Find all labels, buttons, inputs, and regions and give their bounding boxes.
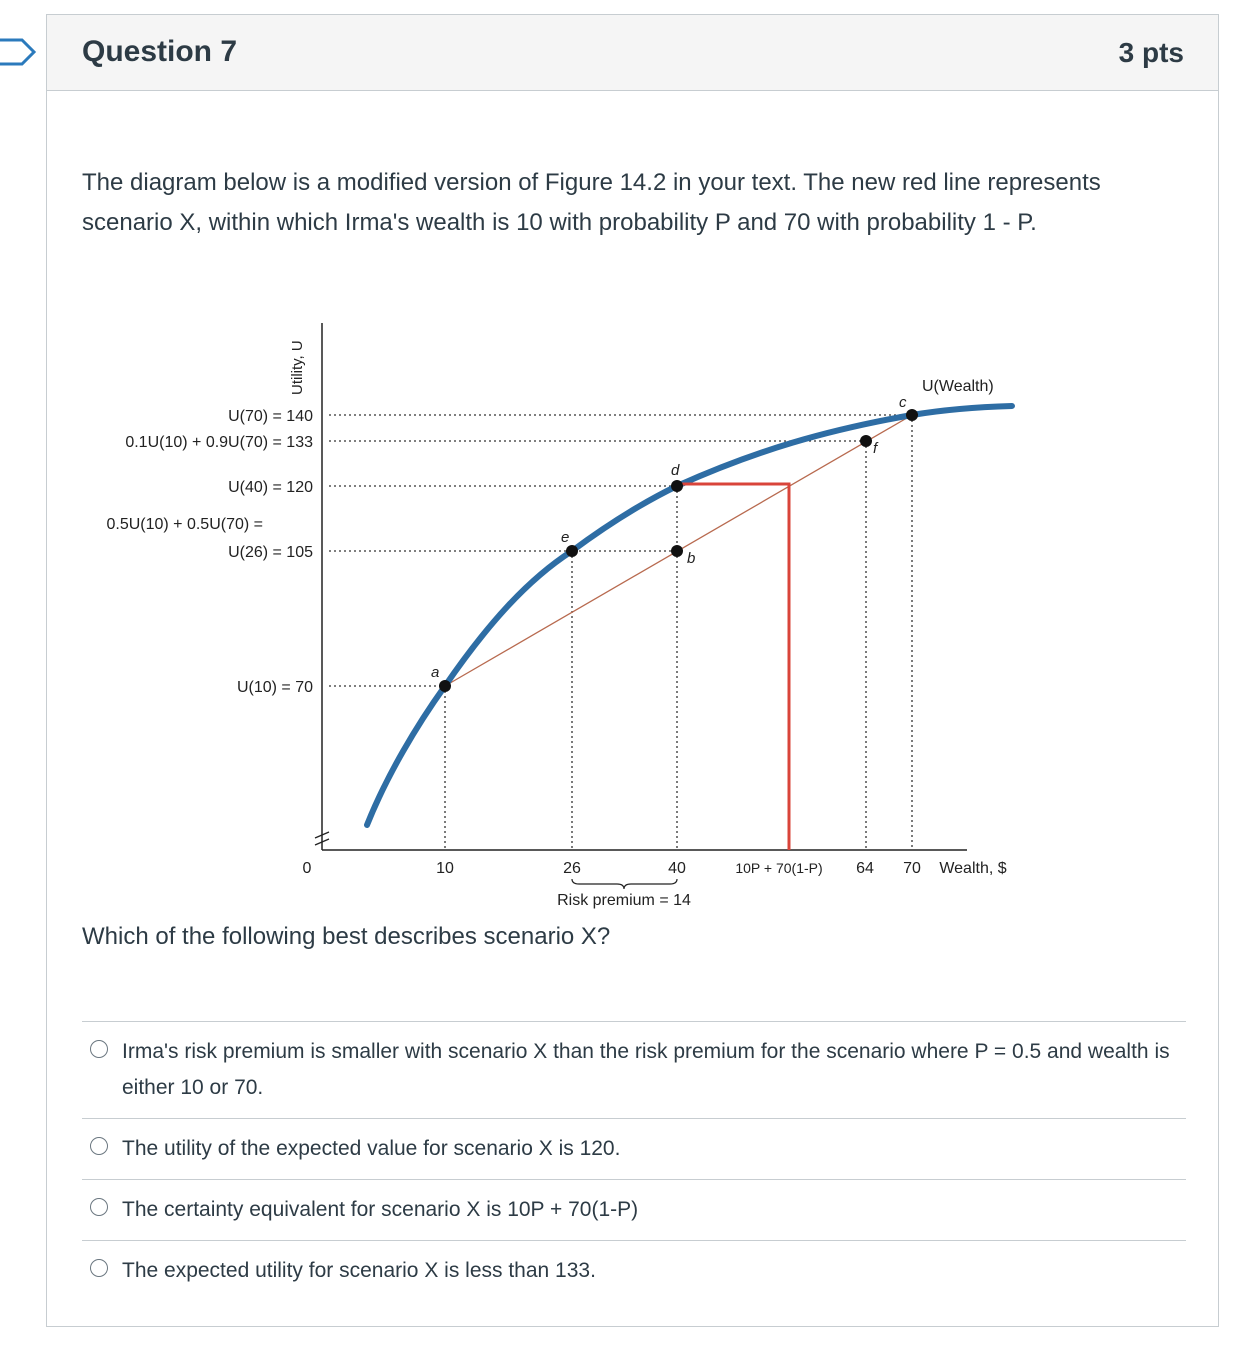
question-text: The diagram below is a modified version of Figure 14.2 in your text. The new red line represents scenario X, within which Irma's wealth is 10 with probability P and 70 with probability 1 - P. [82,169,1101,236]
xlabel-red: 10P + 70(1-P) [735,860,823,876]
answer-option-2[interactable] [82,1118,1186,1179]
scenario-x-red-line [677,484,789,850]
label-b: b [687,550,696,567]
answer-text: Irma's risk premium is smaller with scenario X than the risk premium for the scenario where P = 0.5 and wealth is either 10 or 70. [122,1040,1170,1099]
answer-text: The certainty equivalent for scenario X is 10P + 70(1-P) [122,1198,639,1221]
label-d: d [671,462,680,479]
point-c [906,409,918,421]
answer-text: The expected utility for scenario X is less than 133. [122,1259,596,1282]
ylabel-u40: U(40) = 120 [228,479,313,496]
point-d [671,480,683,492]
xlabel-64: 64 [856,860,874,877]
point-b [671,545,683,557]
utility-diagram [77,305,1007,915]
risk-premium-brace [572,879,677,889]
point-e [566,545,578,557]
answer-list [82,1021,1186,1301]
point-f [860,435,872,447]
answer-option-4[interactable] [82,1240,1186,1301]
ylabel-105-line1: 0.5U(10) + 0.5U(70) = [106,516,263,533]
label-a: a [431,664,440,681]
ylabel-133: 0.1U(10) + 0.9U(70) = 133 [125,434,313,451]
xlabel-26: 26 [563,860,581,877]
ylabel-u10: U(10) = 70 [236,679,313,696]
answer-option-3[interactable] [82,1179,1186,1240]
radio-button[interactable] [90,1040,108,1058]
xlabel-70: 70 [903,860,921,877]
radio-button[interactable] [90,1198,108,1216]
ylabel-u70: U(70) = 140 [228,408,313,425]
radio-button[interactable] [90,1137,108,1155]
utility-curve [367,406,1012,825]
xlabel-40: 40 [668,860,686,877]
label-c: c [899,394,907,411]
label-f: f [873,440,878,457]
question-title: Question 7 [82,35,238,68]
xlabel-0: 0 [302,860,312,877]
horizontal-guides [329,415,912,686]
question-flag-icon[interactable] [0,36,36,68]
risk-premium-label: Risk premium = 14 [557,892,691,909]
curve-label: U(Wealth) [922,378,994,395]
label-e: e [561,529,570,546]
question-header [47,15,1218,91]
question-card [46,14,1219,1327]
radio-button[interactable] [90,1259,108,1277]
point-a [439,680,451,692]
answer-option-1[interactable] [82,1021,1186,1118]
xlabel-10: 10 [436,860,454,877]
ylabel-105-line2: U(26) = 105 [228,544,313,561]
answer-text: The utility of the expected value for scenario X is 120. [122,1137,621,1160]
xlabel-wealth: Wealth, $ [939,860,1007,877]
y-axis-label: Utility, U [289,340,306,395]
question-prompt: Which of the following best describes scenario X? [82,923,611,950]
question-points: 3 pts [1118,37,1184,68]
